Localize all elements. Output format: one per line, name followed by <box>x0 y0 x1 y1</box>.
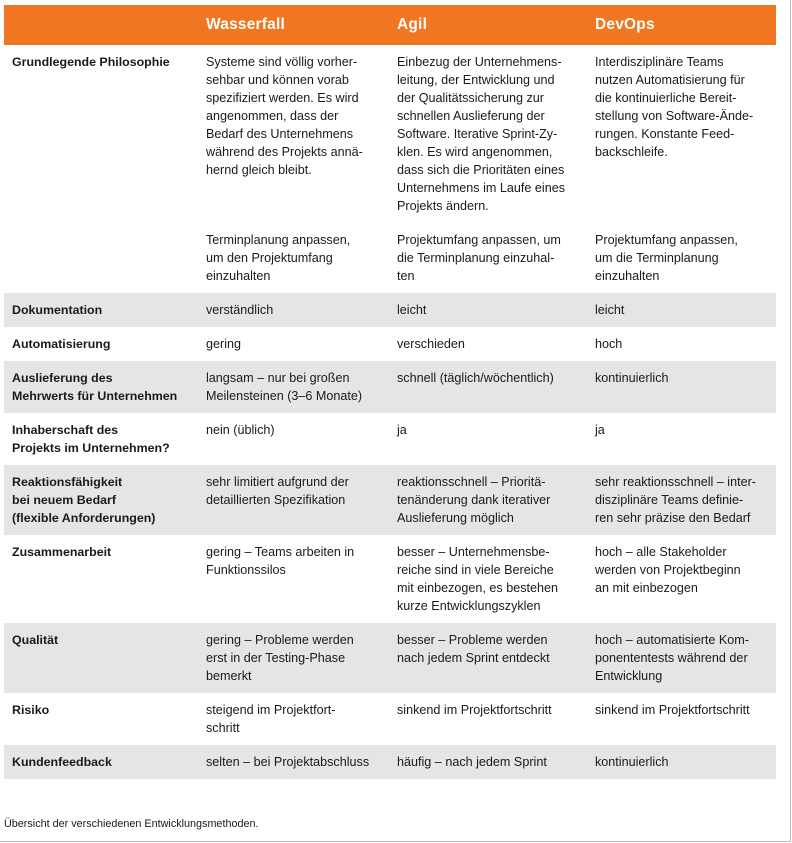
cell-devops: kontinuierlich <box>587 361 776 413</box>
row-label <box>4 223 198 293</box>
table-row <box>4 293 776 327</box>
table-row <box>4 413 776 465</box>
cell-agil: besser – Unternehmensbe- reiche sind in viele Bereiche mit einbezogen, es bestehen kurze Entwicklungszyklen <box>397 545 559 613</box>
cell-agil: reaktionsschnell – Prioritä- tenänderung dank iterativer Auslieferung möglich <box>389 465 587 535</box>
table-row <box>4 745 776 779</box>
table-row <box>4 223 776 293</box>
header-cell-devops: DevOps <box>587 5 776 45</box>
cell-devops: hoch – alle Stakeholder werden von Projektbeginn an mit einbezogen <box>595 545 741 595</box>
row-label: Auslieferung des Mehrwerts für Unternehmen <box>4 361 198 413</box>
cell-agil: verschieden <box>397 337 465 351</box>
cell-wasserfall: nein (üblich) <box>206 423 275 437</box>
cell-wasserfall: langsam – nur bei großen Meilensteinen (3–6 Monate) <box>198 361 389 413</box>
row-label: Dokumentation <box>4 293 198 327</box>
cell-devops: leicht <box>587 293 776 327</box>
cell-devops: hoch <box>595 337 623 351</box>
table-row <box>4 535 776 623</box>
row-label: Inhaberschaft des Projekts im Unternehmen? <box>12 423 170 455</box>
table-row <box>4 45 776 223</box>
table-row <box>4 361 776 413</box>
table-row <box>4 465 776 535</box>
cell-agil: Projektumfang anpassen, um die Terminplanung einzuhal- ten <box>397 233 561 283</box>
table-body <box>4 45 776 779</box>
cell-wasserfall: gering – Teams arbeiten in Funktionssilos <box>206 545 355 577</box>
table-caption: Übersicht der verschiedenen Entwicklungsmethoden. <box>4 818 259 830</box>
cell-agil: sinkend im Projektfortschritt <box>397 703 552 717</box>
cell-wasserfall: Terminplanung anpassen, um den Projektumfang einzuhalten <box>206 233 351 283</box>
cell-devops: sehr reaktionsschnell – inter- disziplinäre Teams definie- ren sehr präzise den Bedarf <box>587 465 776 535</box>
cell-agil: häufig – nach jedem Sprint <box>389 745 587 779</box>
cell-wasserfall: gering – Probleme werden erst in der Testing-Phase bemerkt <box>198 623 389 693</box>
row-label: Qualität <box>4 623 198 693</box>
cell-agil: Einbezug der Unternehmens- leitung, der Entwicklung und der Qualitätssicherung zur schnellen Auslieferung der Software. Iterative Sprint-Zy- klen. Es wird angenommen, dass sich die Prioritäten eines Unternehmens im Laufe eines Projekts ändern. <box>397 55 566 213</box>
cell-agil: leicht <box>389 293 587 327</box>
cell-devops: kontinuierlich <box>587 745 776 779</box>
cell-wasserfall: sehr limitiert aufgrund der detaillierten Spezifikation <box>198 465 389 535</box>
cell-devops: sinkend im Projektfortschritt <box>595 703 750 717</box>
comparison-table <box>4 5 776 779</box>
cell-wasserfall: Systeme sind völlig vorher- sehbar und können vorab spezifiziert werden. Es wird angenommen, dass der Bedarf des Unternehmens während des Projekts annä- hernd gleich bleibt. <box>206 55 363 177</box>
row-label: Automatisierung <box>12 337 111 351</box>
row-label: Reaktionsfähigkeit bei neuem Bedarf (flexible Anforderungen) <box>4 465 198 535</box>
row-label: Kundenfeedback <box>4 745 198 779</box>
cell-devops: Projektumfang anpassen, um die Terminplanung einzuhalten <box>595 233 738 283</box>
cell-wasserfall: steigend im Projektfort- schritt <box>206 703 336 735</box>
cell-wasserfall: verständlich <box>198 293 389 327</box>
cell-agil: ja <box>397 423 407 437</box>
cell-agil: schnell (täglich/wöchentlich) <box>389 361 587 413</box>
cell-wasserfall: selten – bei Projektabschluss <box>198 745 389 779</box>
header-cell-wasserfall: Wasserfall <box>198 5 389 45</box>
cell-agil: besser – Probleme werden nach jedem Sprint entdeckt <box>389 623 587 693</box>
row-label: Grundlegende Philosophie <box>12 55 170 69</box>
cell-devops: Interdisziplinäre Teams nutzen Automatisierung für die kontinuierliche Bereit- stellung von Software-Ände- rungen. Konstante Feed- backschleife. <box>595 55 754 159</box>
cell-devops: hoch – automatisierte Kom- ponententests während der Entwicklung <box>587 623 776 693</box>
cell-wasserfall: gering <box>206 337 242 351</box>
row-label: Zusammenarbeit <box>12 545 112 559</box>
header-cell-agil: Agil <box>389 5 587 45</box>
row-label: Risiko <box>12 703 50 717</box>
header-row <box>4 5 776 45</box>
header-cell-empty <box>4 5 198 45</box>
table-row <box>4 327 776 361</box>
table-row <box>4 623 776 693</box>
cell-devops: ja <box>595 423 605 437</box>
table-header <box>4 5 776 45</box>
table-row <box>4 693 776 745</box>
